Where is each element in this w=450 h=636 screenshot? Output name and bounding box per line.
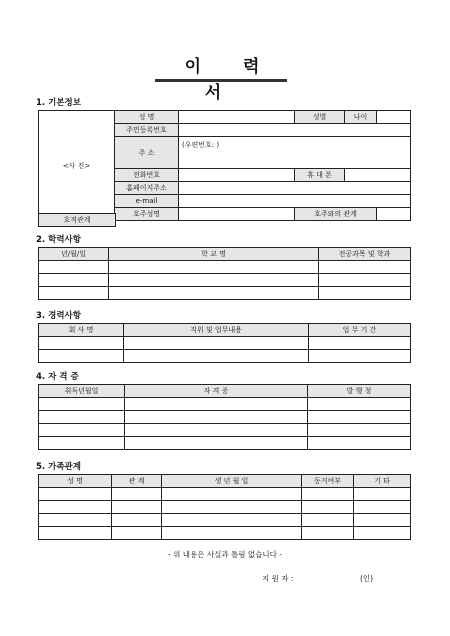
head-relation-label: 호주와의 관계 (295, 208, 377, 221)
family-header-name: 성 명 (39, 475, 112, 488)
name-label: 성 명 (115, 111, 179, 124)
id-number-field[interactable] (179, 124, 411, 137)
email-label: e-mail (115, 195, 179, 208)
applicant-label: 지 원 자 : (262, 574, 294, 583)
homepage-field[interactable] (179, 182, 411, 195)
edu-header-date: 년/월/일 (39, 248, 109, 261)
mobile-label: 휴 대 폰 (295, 169, 345, 182)
phone-label: 전화번호 (115, 169, 179, 182)
edu-header-major: 전공과목 및 학과 (319, 248, 411, 261)
table-row (39, 514, 411, 527)
license-table (38, 384, 411, 450)
section-education: 2. 학력사항 (36, 235, 81, 245)
career-header-company: 회 사 명 (39, 324, 124, 337)
email-field[interactable] (179, 195, 411, 208)
edu-header-school: 학 교 명 (109, 248, 319, 261)
table-row (39, 274, 411, 287)
address-label: 주 소 (115, 137, 179, 169)
mobile-field[interactable] (345, 169, 411, 182)
id-number-label: 주민등록번호 (115, 124, 179, 137)
table-row (39, 287, 411, 300)
section-license: 4. 자 격 증 (36, 372, 79, 382)
table-row (39, 527, 411, 540)
license-header-issuer: 발 행 청 (308, 385, 411, 398)
section-family: 5. 가족관계 (36, 462, 81, 472)
table-row (39, 437, 411, 450)
phone-field[interactable] (179, 169, 295, 182)
homepage-label: 홈페이지주소 (115, 182, 179, 195)
family-header-etc: 기 타 (354, 475, 411, 488)
head-name-field[interactable] (179, 208, 295, 221)
career-header-period: 업 무 기 간 (309, 324, 411, 337)
table-row (39, 411, 411, 424)
table-row (39, 350, 411, 363)
section-career: 3. 경력사항 (36, 311, 81, 321)
declaration-note: - 위 내용은 사실과 틀림 없습니다 - (168, 550, 282, 559)
name-field[interactable] (179, 111, 295, 124)
table-row (39, 501, 411, 514)
table-row (39, 261, 411, 274)
family-header-birth: 생 년 월 일 (162, 475, 302, 488)
education-table (38, 247, 411, 300)
document-title: 이 력 서 (184, 57, 278, 103)
seal-mark: (인) (360, 574, 374, 583)
family-header-living: 동거여부 (302, 475, 354, 488)
address-field[interactable]: (우편번호: ) (179, 137, 411, 169)
head-name-label: 호주성명 (115, 208, 179, 221)
table-row (39, 337, 411, 350)
table-row (39, 488, 411, 501)
age-label: 나이 (345, 111, 377, 124)
table-row (39, 398, 411, 411)
photo-box[interactable]: <사 진> (39, 111, 115, 221)
gender-label: 성별 (295, 111, 345, 124)
section-basic-info: 1. 기본정보 (36, 98, 81, 108)
career-table (38, 323, 411, 363)
basic-info-table (38, 110, 411, 221)
license-header-name: 자 격 증 (125, 385, 308, 398)
table-row (39, 424, 411, 437)
age-field[interactable] (377, 111, 411, 124)
family-table (38, 474, 411, 540)
license-header-date: 취득년월일 (39, 385, 125, 398)
family-relation-label: 호적관계 (38, 213, 116, 227)
title-underline (155, 79, 287, 82)
family-header-relation: 관 계 (112, 475, 162, 488)
head-relation-field[interactable] (377, 208, 411, 221)
career-header-position: 직위 및 업무내용 (124, 324, 309, 337)
